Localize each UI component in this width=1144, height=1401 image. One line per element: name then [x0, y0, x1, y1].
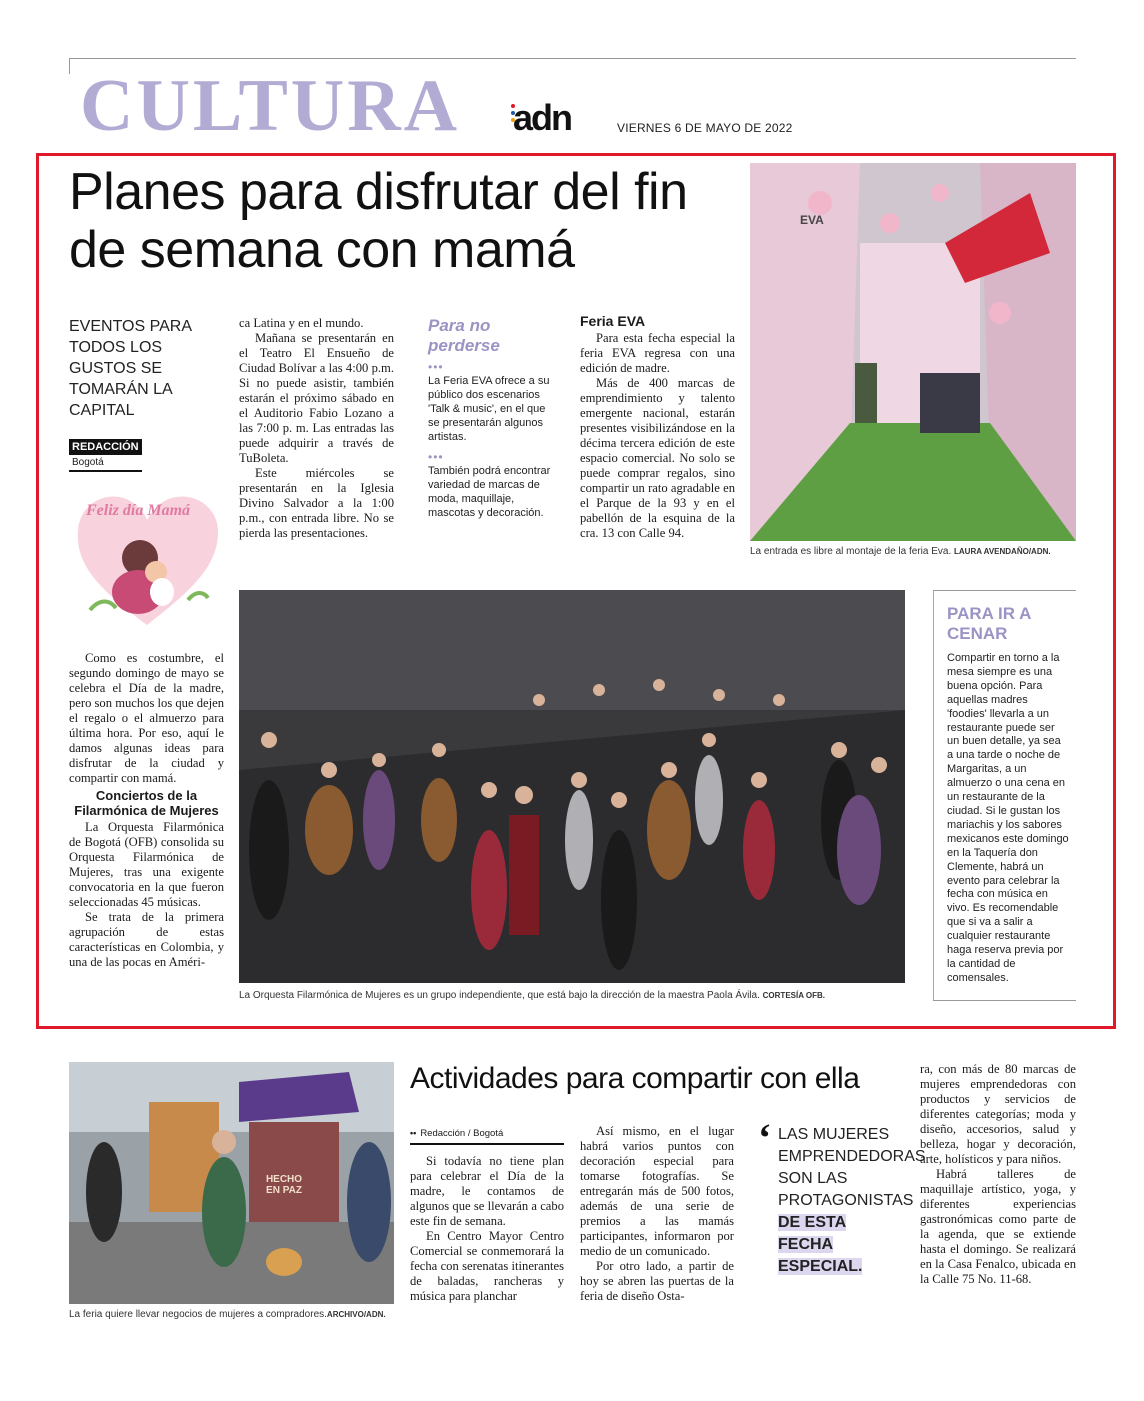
- main-col1-subhead: Conciertos de la Filarmónica de Mujeres: [74, 788, 219, 818]
- photo3-caption: [69, 1308, 399, 1321]
- masthead-rule: [69, 58, 1076, 59]
- brand-logo: adn: [513, 97, 572, 138]
- main-col1-p3: Se trata de la primera agrupación de estas características en Colombia, y una de las pocas en Améri-: [69, 910, 224, 969]
- main-col4-p1: Para esta fecha especial la feria EVA regresa con una edición de madre.: [580, 331, 735, 375]
- second-byline: [410, 1123, 564, 1145]
- bullet-dots-icon: •••: [428, 450, 444, 464]
- dinner-sidebar: [947, 604, 1069, 986]
- photo1-label: EVA: [800, 213, 824, 227]
- illustration-text: Feliz día Mamá: [86, 502, 191, 519]
- second-col1-p1: Si todavía no tiene plan para celebrar el Día de la madre, le contamos de algunos que se llevarán a cabo este fin de semana.: [410, 1154, 564, 1228]
- market-photo-icon: [69, 1062, 394, 1304]
- photo-orquesta: [239, 590, 905, 983]
- photo3-caption-text: La feria quiere llevar negocios de mujeres a compradores.: [69, 1309, 327, 1320]
- issue-date: VIERNES 6 DE MAYO DE 2022: [617, 121, 793, 135]
- main-col4: [580, 313, 735, 541]
- second-col2: [580, 1124, 734, 1304]
- photo3-credit: ARCHIVO/ADN.: [326, 1310, 386, 1319]
- photo1-caption-text: La entrada es libre al montaje de la feria Eva.: [750, 546, 952, 557]
- sidebar-no-perderse: [428, 316, 553, 520]
- second-col1: [410, 1154, 564, 1304]
- photo-feria-mujeres: [69, 1062, 394, 1304]
- market-sign: HECHO EN PAZ: [265, 1174, 303, 1196]
- main-col4-p2: Más de 400 marcas de emprendimiento y talento emergente nacional, estarán presentes visibilizándose en la décima tercera edición de este espacio comercial. No solo se puede comprar regalos, sino compartir un rato agradable en el Parque de la 93 y en el pabellón de la esquina de la cra. 13 con Calle 94.: [580, 376, 735, 540]
- main-col1-p1: Como es costumbre, el segundo domingo de mayo se celebra el Día de la madre, pero son muchos los que dejen el regalo o el almuerzo para última hora. Por eso, aquí le damos algunas ideas para disfrutar de la ciudad y compartir con mamá.: [69, 651, 224, 785]
- sidebar-item-1: La Feria EVA ofrece a su público dos escenarios 'Talk & music', en el que se presentarán algunos artistas.: [428, 375, 550, 443]
- main-col2-p2: Mañana se presentarán en el Teatro El Ensueño de Ciudad Bolívar a las 4:00 p.m. Si no puede asistir, también estarán el próximo sábado en el Auditorio Fabio Lozano a las 7:00 p. m. Las entradas las puede adquirir a través de TuBoleta.: [239, 331, 394, 465]
- second-col4-p1: ra, con más de 80 marcas de mujeres emprendedoras con productos y servicios de diferentes categorías; moda y diseño, accesorios, salud y belleza, hogar y decoración, arte, holísticos y para niños.: [920, 1062, 1076, 1166]
- main-col1: [69, 651, 224, 970]
- sidebar-title: Para no perderse: [428, 316, 500, 355]
- second-col4-p2: Habrá talleres de maquillaje artístico, yoga, y diferentes experiencias gastronómicas como parte de la agenda, que se extiende hasta el domingo. Se realizará en la Casa Fenalco, ubicada en la Calle 75 No. 11-68.: [920, 1167, 1076, 1286]
- feria-eva-photo-icon: [750, 163, 1076, 541]
- byline-tag: REDACCIÓN: [69, 439, 142, 455]
- second-col4: [920, 1062, 1076, 1287]
- orchestra-photo-icon: [239, 590, 905, 983]
- dinner-sidebar-top-rule: [933, 590, 1076, 591]
- byline-dots-icon: ••: [410, 1128, 417, 1138]
- main-kicker: EVENTOS PARA TODOS LOS GUSTOS SE TOMARÁN LA CAPITAL: [69, 318, 192, 419]
- bullet-dots-icon: •••: [428, 360, 444, 374]
- second-col2-p1: Así mismo, en el lugar habrá varios puntos con decoración especial para tomarse fotografías. Se entregarán más de 500 fotos, además de una serie de premios a las mamás participantes, informaron por medio de un comunicado.: [580, 1124, 734, 1258]
- dinner-title: PARA IR A CENAR: [947, 604, 1031, 643]
- masthead-rule-left: [69, 58, 70, 74]
- pull-quote: [778, 1124, 926, 1278]
- main-byline: [69, 437, 142, 472]
- sidebar-item-2: También podrá encontrar variedad de marcas de moda, maquillaje, mascotas y decoración.: [428, 465, 551, 519]
- pull-quote-plain: LAS MUJERES EMPRENDEDORAS SON LAS PROTAGONISTAS: [778, 1126, 926, 1209]
- photo2-caption-text: La Orquesta Filarmónica de Mujeres es un grupo independiente, que está bajo la dirección de la maestra Paola Ávila.: [239, 990, 760, 1001]
- section-title: CULTURA: [80, 65, 461, 147]
- second-byline-text: Redacción / Bogotá: [420, 1128, 504, 1139]
- second-headline: Actividades para compartir con ella: [410, 1062, 860, 1095]
- photo-feria-eva: [750, 163, 1076, 541]
- dinner-sidebar-bottom-rule: [933, 1000, 1076, 1001]
- mothers-day-illustration: [70, 480, 225, 635]
- photo1-caption: [750, 545, 1080, 558]
- byline-city: Bogotá: [69, 455, 142, 472]
- quote-mark-icon: ‘: [758, 1115, 772, 1160]
- main-col2-p1: ca Latina y en el mundo.: [239, 316, 364, 330]
- main-col2-p3: Este miércoles se presentarán en la Iglesia Divino Salvador a la 1:00 p.m., con entrada libre. No se pierda las presentaciones.: [239, 466, 394, 540]
- photo2-caption: [239, 989, 909, 1002]
- pull-quote-highlight: DE ESTA FECHA ESPECIAL.: [778, 1214, 863, 1275]
- photo2-credit: CORTESÍA OFB.: [762, 991, 826, 1000]
- dinner-text: Compartir en torno a la mesa siempre es una buena opción. Para aquellas madres 'foodies' llevarla a un restaurante puede ser un buen detalle, ya sea a una tarde o noche de Margaritas, a un almuerzo o una cena en un restaurante de la ciudad. Si le gustan los mariachis y los sabores mexicanos este domingo en la Taquería don Clemente, habrá un evento para celebrar la fecha con música en vivo. Es recomendable que si va a salir a cualquier restaurante haga reserva previa por la cantidad de comensales.: [947, 652, 1069, 984]
- main-col4-subhead: Feria EVA: [580, 313, 646, 329]
- main-col2: [239, 316, 394, 541]
- dinner-sidebar-rule: [933, 590, 934, 1000]
- second-col1-p2: En Centro Mayor Centro Comercial se conmemorará la fecha con serenatas itinerantes de baladas, rancheras y música para planchar: [410, 1229, 564, 1303]
- second-col2-p2: Por otro lado, a partir de hoy se abren las puertas de la feria de diseño Osta-: [580, 1259, 734, 1303]
- photo1-credit: LAURA AVENDAÑO/ADN.: [954, 547, 1051, 556]
- main-col1-p2: La Orquesta Filarmónica de Bogotá (OFB) consolida su Orquesta Filarmónica de Mujeres, tras una exigente convocatoria en la que fueron seleccionadas 45 músicas.: [69, 820, 224, 909]
- main-headline: Planes para disfrutar del fin de semana con mamá: [69, 163, 688, 279]
